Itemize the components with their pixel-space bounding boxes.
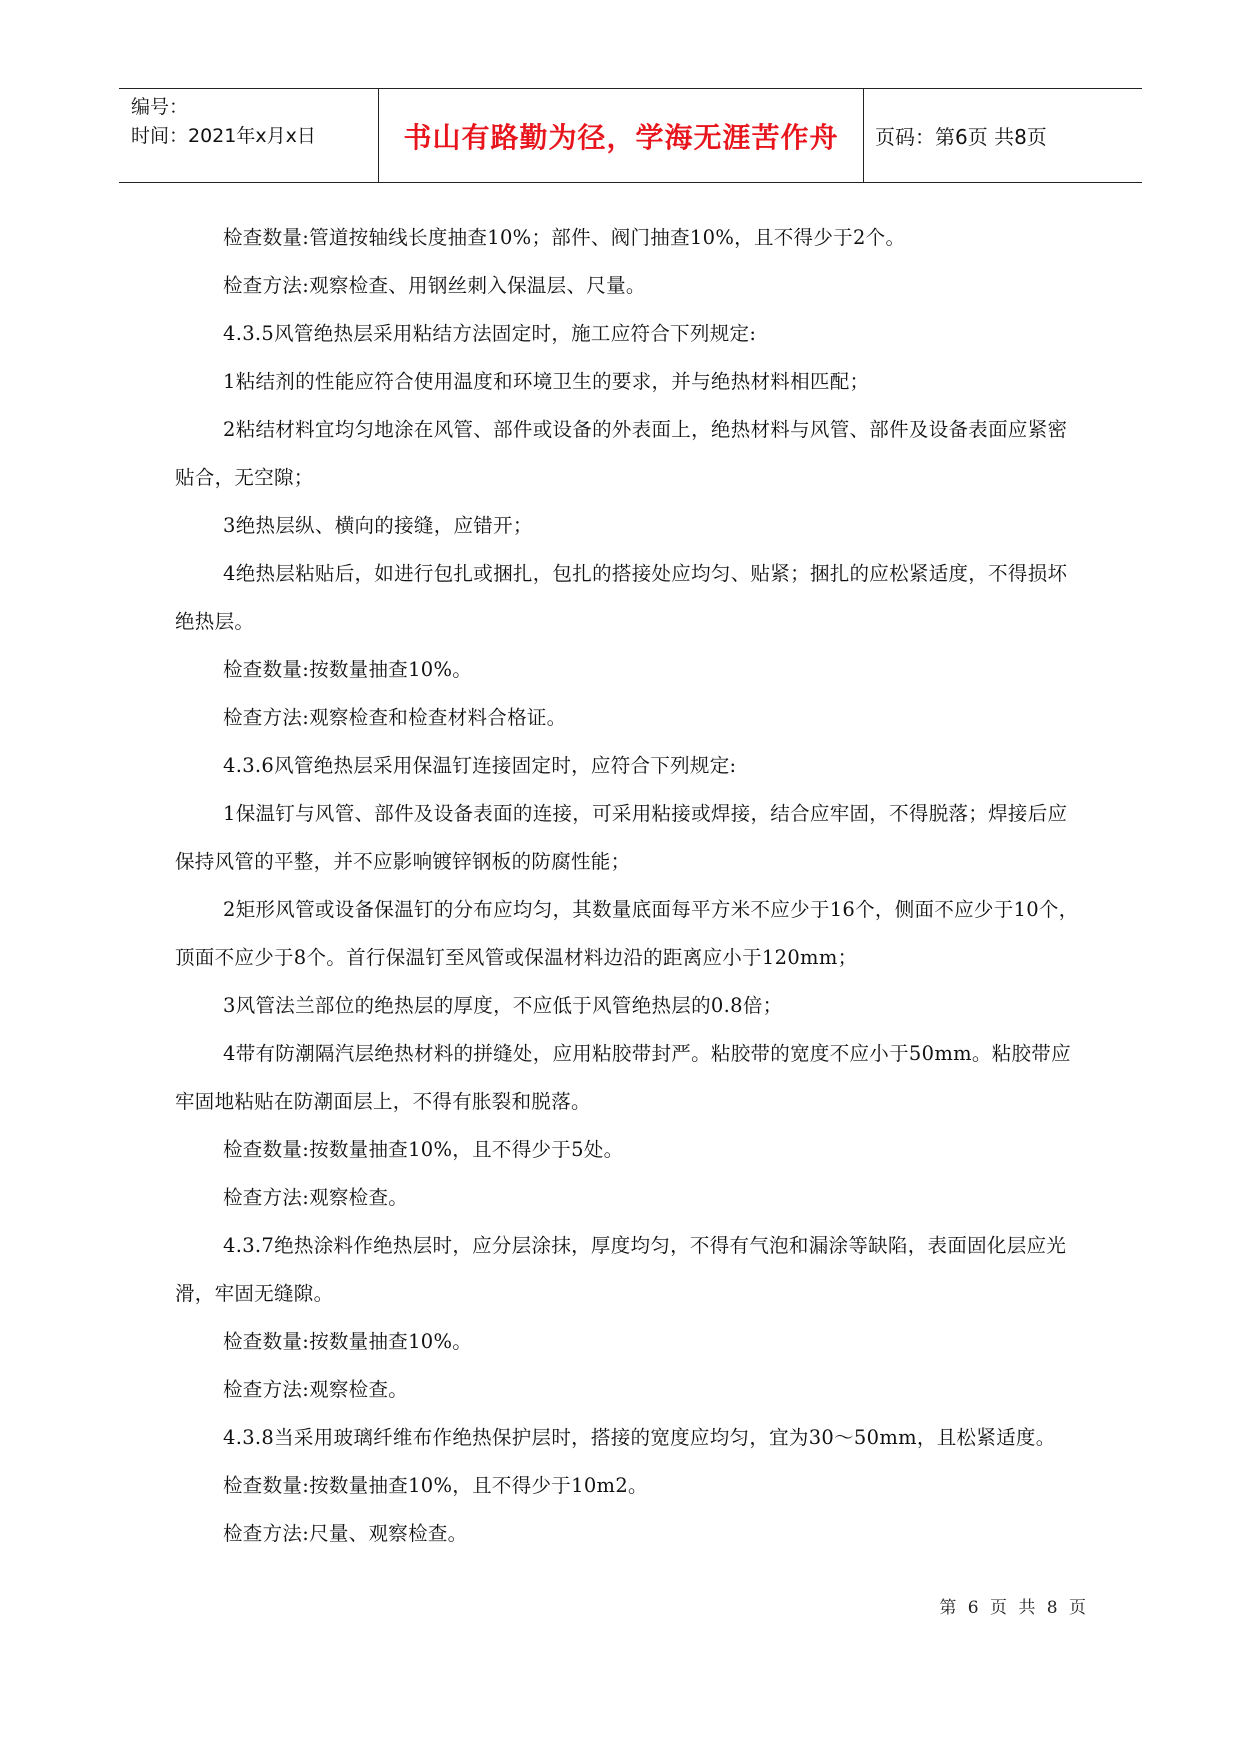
list-item: 3风管法兰部位的绝热层的厚度，不应低于风管绝热层的0.8倍； — [223, 994, 783, 1017]
paragraph: 检查数量:按数量抽查10%，且不得少于10m2。 — [223, 1474, 648, 1497]
page-header — [119, 88, 1142, 183]
list-item: 1粘结剂的性能应符合使用温度和环境卫生的要求，并与绝热材料相匹配； — [223, 370, 870, 393]
header-page-info: 页码：第6页 共8页 — [875, 125, 1047, 149]
paragraph: 检查数量:按数量抽查10%。 — [223, 1330, 473, 1353]
section-heading: 4.3.6风管绝热层采用保温钉连接固定时，应符合下列规定: — [223, 754, 737, 777]
header-divider — [863, 89, 864, 182]
paragraph: 检查数量:管道按轴线长度抽查10%；部件、阀门抽查10%，且不得少于2个。 — [223, 226, 906, 249]
list-item: 2粘结材料宜均匀地涂在风管、部件或设备的外表面上，绝热材料与风管、部件及设备表面应紧密贴合，无空隙； — [175, 418, 1068, 489]
section-heading: 4.3.5风管绝热层采用粘结方法固定时，施工应符合下列规定: — [223, 322, 757, 345]
paragraph: 检查方法:观察检查、用钢丝刺入保温层、尺量。 — [223, 274, 646, 297]
section-heading: 4.3.7绝热涂料作绝热层时，应分层涂抹，厚度均匀，不得有气泡和漏涂等缺陷，表面固化层应光滑，牢固无缝隙。 — [175, 1234, 1067, 1305]
paragraph: 检查方法:观察检查。 — [223, 1378, 409, 1401]
page-footer: 第 6 页 共 8 页 — [939, 1598, 1089, 1618]
list-item: 3绝热层纵、横向的接缝，应错开； — [223, 514, 533, 537]
header-meta — [131, 93, 316, 151]
document-body — [175, 214, 1087, 1558]
document-number-label: 编号： — [131, 96, 189, 118]
list-item: 2矩形风管或设备保温钉的分布应均匀，其数量底面每平方米不应少于16个，侧面不应少于10个，顶面不应少于8个。首行保温钉至风管或保温材料边沿的距离应小于120mm； — [175, 898, 1079, 969]
document-date: 时间：2021年x月x日 — [131, 125, 316, 147]
list-item: 4带有防潮隔汽层绝热材料的拼缝处，应用粘胶带封严。粘胶带的宽度不应小于50mm。粘胶带应牢固地粘贴在防潮面层上，不得有胀裂和脱落。 — [175, 1042, 1071, 1113]
paragraph: 检查数量:按数量抽查10%。 — [223, 658, 473, 681]
paragraph: 检查数量:按数量抽查10%，且不得少于5处。 — [223, 1138, 624, 1161]
section-heading: 4.3.8当采用玻璃纤维布作绝热保护层时，搭接的宽度应均匀，宜为30～50mm，且松紧适度。 — [223, 1426, 1056, 1449]
paragraph: 检查方法:观察检查和检查材料合格证。 — [223, 706, 567, 729]
paragraph: 检查方法:观察检查。 — [223, 1186, 409, 1209]
paragraph: 检查方法:尺量、观察检查。 — [223, 1522, 468, 1545]
list-item: 4绝热层粘贴后，如进行包扎或捆扎，包扎的搭接处应均匀、贴紧；捆扎的应松紧适度，不得损坏绝热层。 — [175, 562, 1068, 633]
header-motto: 书山有路勤为径，学海无涯苦作舟 — [403, 120, 839, 154]
list-item: 1保温钉与风管、部件及设备表面的连接，可采用粘接或焊接，结合应牢固，不得脱落；焊接后应保持风管的平整，并不应影响镀锌钢板的防腐性能； — [175, 802, 1068, 873]
